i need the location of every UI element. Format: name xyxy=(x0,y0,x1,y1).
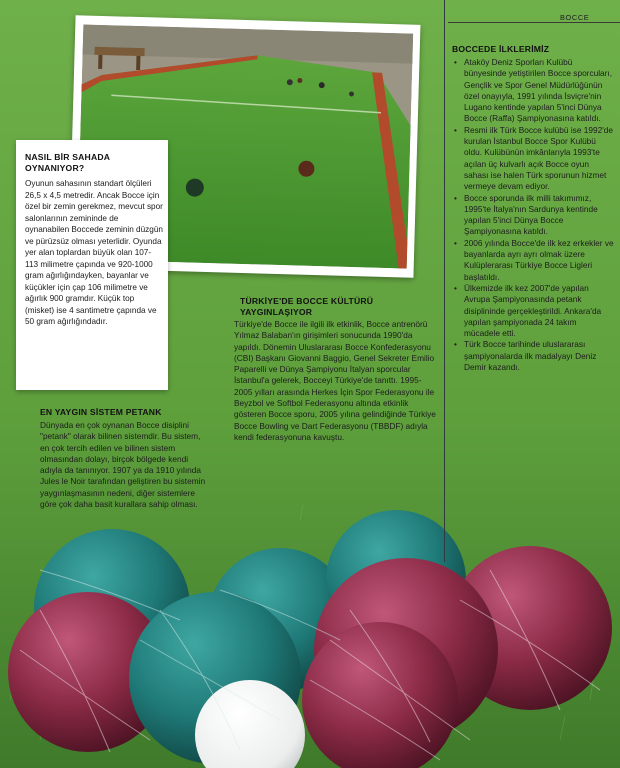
list-item: • 2006 yılında Bocce'de ilk kez erkekler ve bayanlarda ayrı ayrı olmak üzere Kulüplerarası Türkiye Bocce Ligleri başlatıldı. xyxy=(454,238,614,283)
list-item: • Resmi ilk Türk Bocce kulübü ise 1992'de kurulan İstanbul Bocce Spor Kulübü oldu. Kulübünün imkânlarıyla 1993'te açılan üç kulvarlı açık Bocce oyun sahası ise halen Türk sporunun hizmet vermeye devam ediyor. xyxy=(454,125,614,193)
info-card xyxy=(16,140,168,390)
list-item: • Türk Bocce tarihinde uluslararası şampiyonalarda ilk madalyayı Deniz Demir kazandı. xyxy=(454,339,614,373)
column-divider xyxy=(444,0,445,562)
petank-heading: EN YAYGIN SİSTEM PETANK xyxy=(40,407,162,417)
list-item: • Bocce sporunda ilk milli takımımız, 1995'te İtalya'nın Sardunya kentinde yapılan 5'inci Dünya Bocce Şampiyonasına katıldı. xyxy=(454,193,614,238)
petank-body: Dünyada en çok oynanan Bocce disiplini "petank" olarak bilinen sistemdir. Bu sistem, en çok tercih edilen ve bilinen sistem olmasından dolayı, birçok bölgede kendi adıyla da tanınıyor. 1907 ya da 1910 yılında Jules le Noir tarafından geliştiren bu sistemin yaygınlaşmasının nedeni, diğer sistemlere göre çok daha basit kurallara sahip olması. xyxy=(40,420,206,510)
card-heading: NASIL BİR SAHADA OYNANIYOR? xyxy=(25,152,110,173)
turkey-heading: TÜRKİYE'DE BOCCE KÜLTÜRÜ YAYGINLAŞIYOR xyxy=(240,296,374,317)
section-tag: BOCCE xyxy=(560,13,590,22)
principles-heading: BOCCEDE İLKLERİMİZ xyxy=(452,44,550,54)
turkey-body: Türkiye'de Bocce ile ilgili ilk etkinlik, Bocce antrenörü Yılmaz Balaban'ın girişimleri sonucunda 1990'da yapıldı. Dönemin Uluslararası Bocce Konfederasyonu (CBI) Başkanı Giovanni Baggio, Genel Sekreter Emilio Paparelli ve Dünya Şampiyonu İtalyan sporcular İstanbul'a gelerek, Bocceyi Türkiye'de tanıttı. 1995-2005 yılları arasında Herkes İçin Spor Federasyonu ile Beyzbol ve Softbol Federasyonu altında etkinlik gösteren Bocce sporu, 2005 yılına gelindiğinde Türkiye Bocce Bowling ve Dart Federasyonu (TBBDF) adıyla kendi federasyonuna kavuştu. xyxy=(234,319,436,442)
list-item: • Ataköy Deniz Sporları Kulübü bünyesinde yetiştirilen Bocce sporcuları, Gençlik ve Spor Genel Müdürlüğünün özel onayıyla, 1991 yılında İsviçre'nin Lugano kentinde yapılan 5'inci Dünya Bocce (Raffa) Şampiyonasına katıldı. xyxy=(454,57,614,125)
section-rule xyxy=(448,22,620,23)
card-body: Oyunun sahasının standart ölçüleri 26,5 x 4,5 metredir. Ancak Bocce için özel bir zemin gerekmez, mevcut spor salonlarının zemininde de oynanabilen Boccede zeminin düzgün ve pürüzsüz olması yeterlidir. Oyunda yer alan toplardan büyük olan 107-113 milimetre çapında ve 920-1000 gram ağırlığındayken, bayanlar ve küçükler için çap 106 milimetre ve ağırlık 900 gramdır. Küçük top (misket) ise 4 santimetre çapında ve 50 gram ağırlığındadır. xyxy=(25,179,163,326)
principles-list xyxy=(454,57,614,373)
list-item: • Ülkemizde ilk kez 2007'de yapılan Avrupa Şampiyonasında petank disiplininde gerçekleştirildi. Ankara'da yapılan şampiyonada 24 takım mücadele etti. xyxy=(454,283,614,339)
